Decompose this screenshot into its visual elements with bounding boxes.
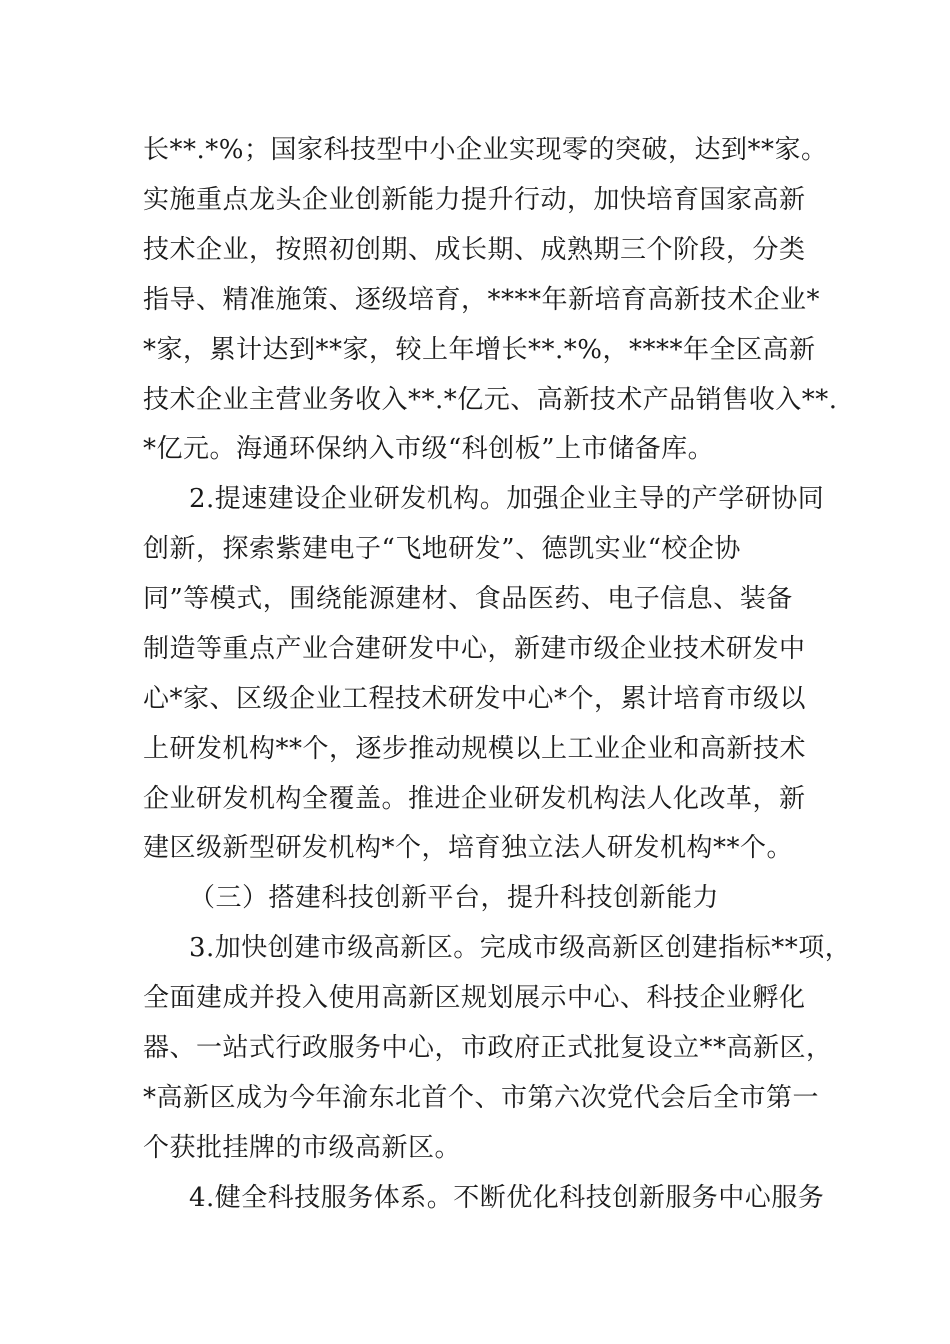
paragraph-line: 同”等模式，围绕能源建材、食品医药、电子信息、装备 [143,584,793,614]
section-heading-2: 2.提速建设企业研发机构。加强企业主导的产学研协同 [189,484,825,514]
paragraph-line: 实施重点龙头企业创新能力提升行动，加快培育国家高新 [143,185,806,215]
section-title-3: （三）搭建科技创新平台，提升科技创新能力 [189,883,720,913]
paragraph-line: 心*家、区级企业工程技术研发中心*个，累计培育市级以 [143,684,807,714]
section-heading-4: 4.健全科技服务体系。不断优化科技创新服务中心服务 [189,1183,825,1213]
paragraph-line: 器、一站式行政服务中心，市政府正式批复设立**高新区， [143,1033,833,1063]
paragraph-line: 长**.*%；国家科技型中小企业实现零的突破，达到**家。 [143,135,828,165]
paragraph-line: 上研发机构**个，逐步推动规模以上工业企业和高新技术 [143,734,807,764]
paragraph-line: 创新，探索紫建电子“飞地研发”、德凯实业“校企协 [143,534,741,564]
paragraph-line: 企业研发机构全覆盖。推进企业研发机构法人化改革，新 [143,784,806,814]
paragraph-line: *亿元。海通环保纳入市级“科创板”上市储备库。 [143,434,715,464]
paragraph-line: 指导、精准施策、逐级培育，****年新培育高新技术企业* [143,285,821,315]
section-heading-3: 3.加快创建市级高新区。完成市级高新区创建指标**项， [189,933,852,963]
paragraph-line: 技术企业，按照初创期、成长期、成熟期三个阶段，分类 [143,235,806,265]
paragraph-line: 个获批挂牌的市级高新区。 [143,1133,462,1163]
paragraph-line: 制造等重点产业合建研发中心，新建市级企业技术研发中 [143,634,806,664]
paragraph-line: 全面建成并投入使用高新区规划展示中心、科技企业孵化 [143,983,806,1013]
paragraph-line: 建区级新型研发机构*个，培育独立法人研发机构**个。 [143,833,794,863]
paragraph-line: *高新区成为今年渝东北首个、市第六次党代会后全市第一 [143,1083,820,1113]
paragraph-line: *家，累计达到**家，较上年增长**.*%，****年全区高新 [143,335,816,365]
paragraph-line: 技术企业主营业务收入**.*亿元、高新技术产品销售收入**. [143,385,838,415]
